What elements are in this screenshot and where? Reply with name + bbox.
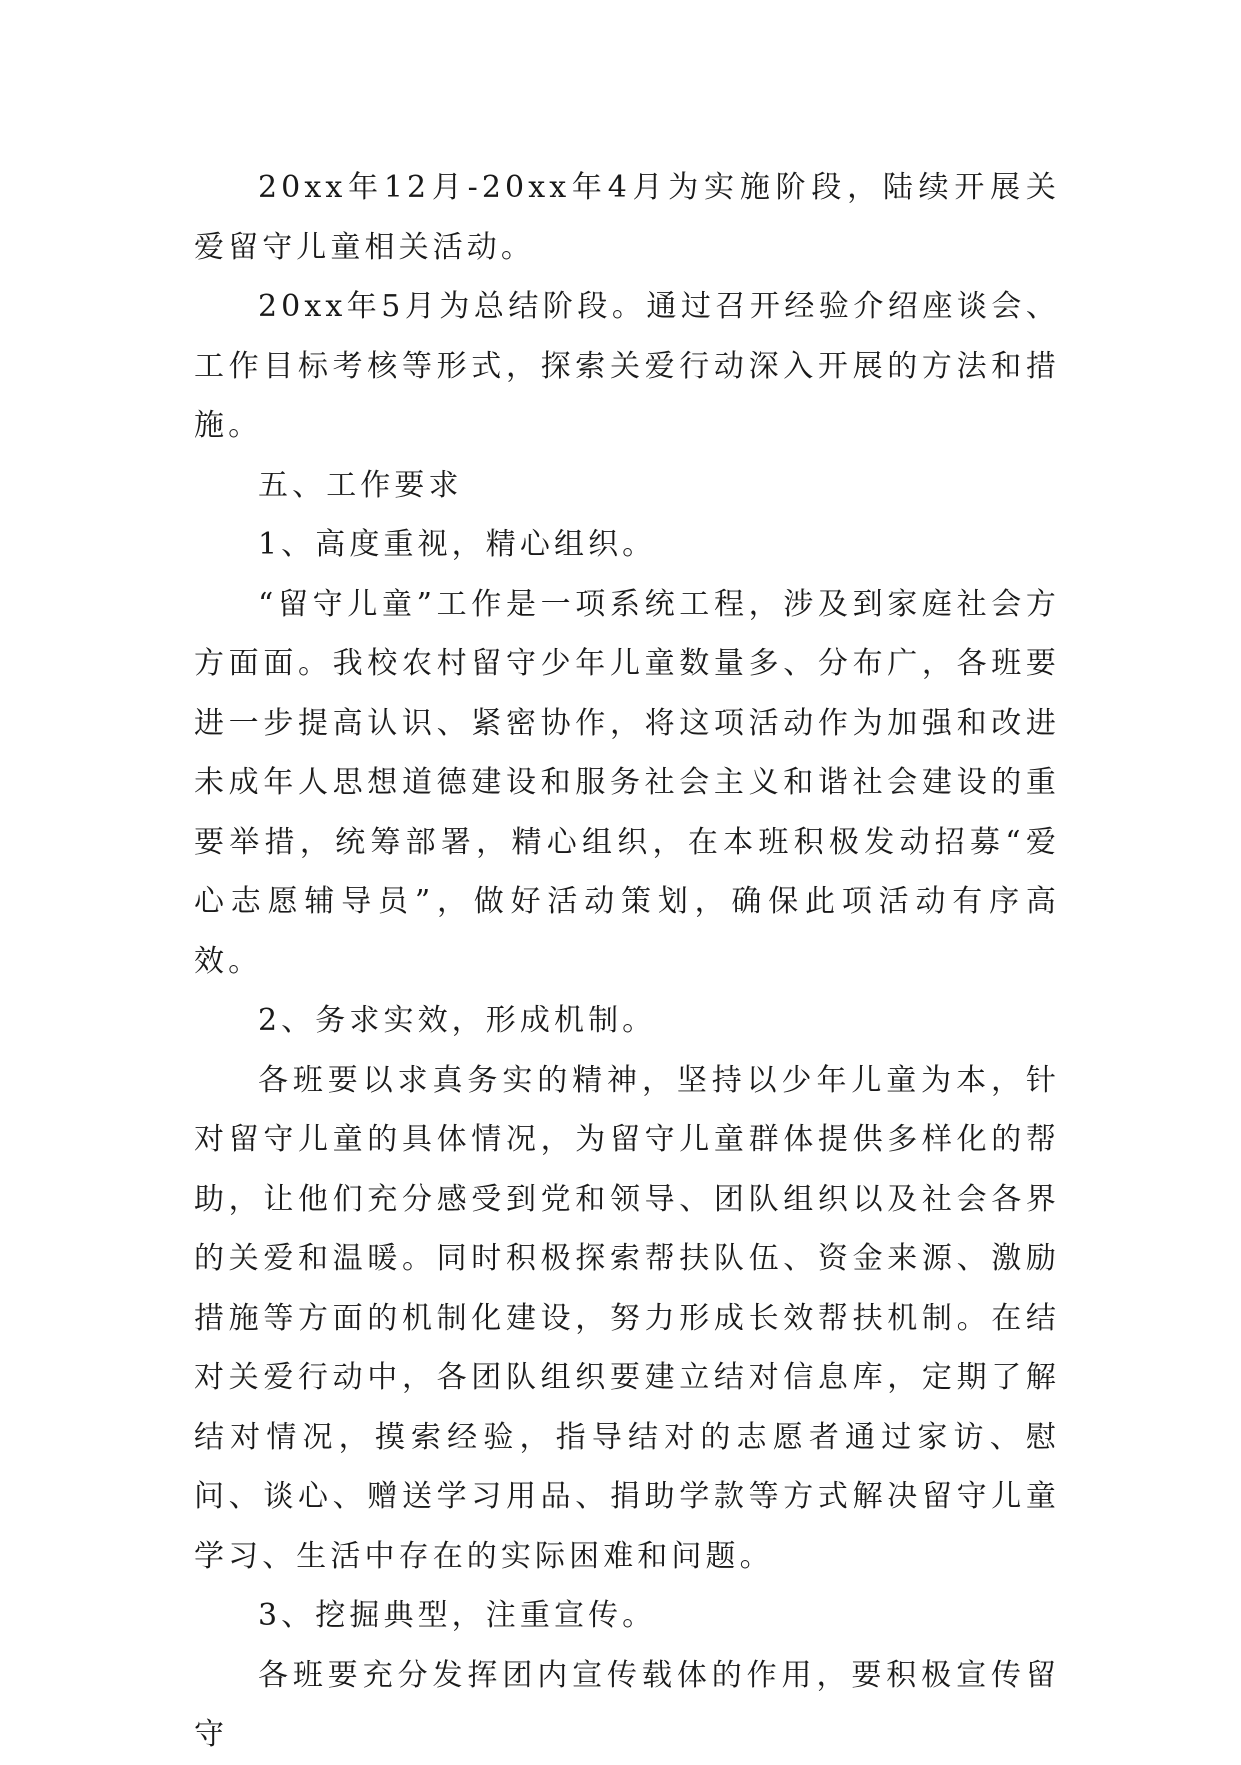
section-heading-work-requirements: 五、工作要求 [258,467,463,503]
paragraph-implementation-stage: 20xx年12月-20xx年4月为实施阶段，陆续开展关爱留守儿童相关活动。 [194,170,1060,265]
paragraph-2-body: 各班要以求真务实的精神，坚持以少年儿童为本，针对留守儿童的具体情况，为留守儿童群体提供多样化的帮助，让他们充分感受到党和领导、团队组织以及社会各界的关爱和温暖。同时积极探索帮扶队伍、资金来源、激励措施等方面的机制化建设，努力形成长效帮扶机制。在结对关爱行动中，各团队组织要建立结对信息库，定期了解结对情况，摸索经验，指导结对的志愿者通过家访、慰问、谈心、赠送学习用品、捐助学款等方式解决留守儿童学习、生活中存在的实际困难和问题。 [194,1062,1060,1574]
subheading-3: 3、挖掘典型，注重宣传。 [258,1598,657,1633]
paragraph-3-body: 各班要充分发挥团内宣传载体的作用，要积极宣传留守 [194,1657,1060,1752]
subheading-1: 1、高度重视，精心组织。 [258,527,657,562]
paragraph-summary-stage: 20xx年5月为总结阶段。通过召开经验介绍座谈会、工作目标考核等形式，探索关爱行动深入开展的方法和措施。 [194,289,1060,443]
subheading-2: 2、务求实效，形成机制。 [258,1003,657,1038]
document-body [194,158,1060,1765]
paragraph-1-body: “留守儿童”工作是一项系统工程，涉及到家庭社会方方面面。我校农村留守少年儿童数量多、分布广，各班要进一步提高认识、紧密协作，将这项活动作为加强和改进未成年人思想道德建设和服务社会主义和谐社会建设的重要举措，统筹部署，精心组织，在本班积极发动招募“爱心志愿辅导员”，做好活动策划，确保此项活动有序高效。 [194,586,1060,979]
